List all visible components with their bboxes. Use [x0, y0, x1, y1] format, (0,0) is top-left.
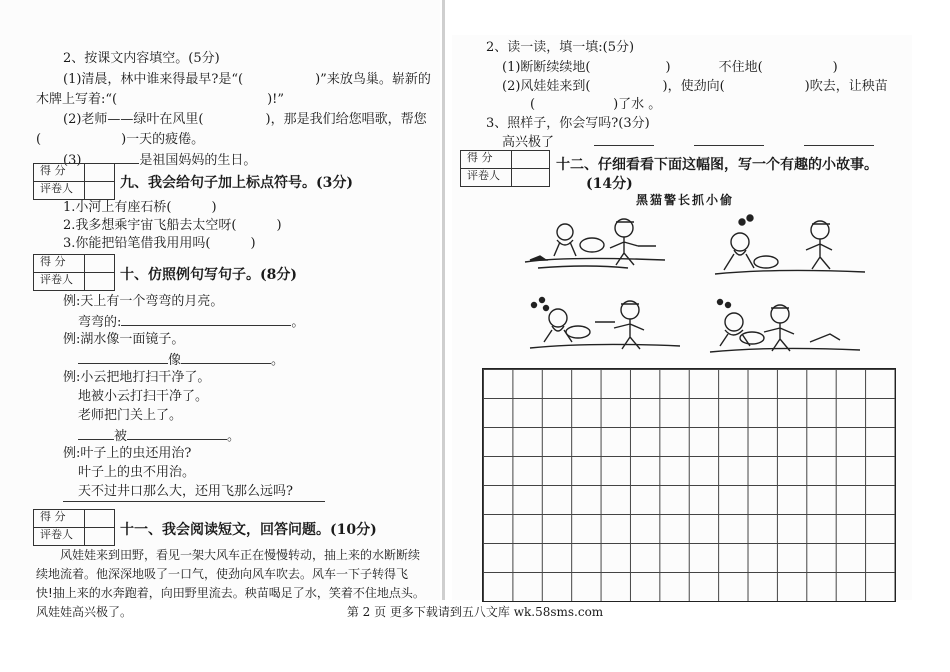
q2-line2: 木牌上写着:“( )!” — [36, 92, 285, 107]
q9-title: 九、我会给句子加上标点符号。(3分) — [120, 175, 353, 191]
q2-line3: (2)老师——绿叶在风里( )，那是我们给您唱歌，帮您 — [63, 112, 427, 127]
score-box-q12: 得 分 评卷人 — [460, 150, 550, 187]
comic-panel-1 — [525, 219, 665, 268]
q10-example2: 例:湖水像一面镜子。 — [63, 332, 185, 347]
r-q2-line2: (2)风娃娃来到( )，使劲向( )吹去，让秧苗 — [502, 79, 888, 94]
q2-line5: (3) 是祖国妈妈的生日。 — [63, 153, 257, 168]
q10-answer1: 弯弯的: 。 — [78, 315, 305, 330]
r-q2-line1: (1)断断续续地( ) 不住地( ) — [502, 60, 838, 75]
q10-example4: 例:叶子上的虫还用治? — [63, 446, 192, 461]
comic-illustration — [520, 210, 900, 360]
page-footer: 第 2 页 更多下载请到五八文库 wk.58sms.com — [346, 605, 604, 619]
r-q2-line3: ( )了水 。 — [530, 97, 662, 112]
q2-title: 2、按课文内容填空。(5分) — [63, 51, 220, 66]
q12-title: 十二、仔细看看下面这幅图，写一个有趣的小故事。 — [556, 157, 878, 173]
q9-sentence2: 2.我多想乘宇宙飞船去太空呀( ) — [63, 218, 282, 233]
comic-panel-3 — [530, 298, 680, 350]
r-q3-title: 3、照样子，你会写吗?(3分) — [486, 116, 650, 131]
q10-example4-prompt: 天不过井口那么大，还用飞那么远吗? — [78, 484, 293, 499]
score-box-q9: 得 分 评卷人 — [33, 163, 115, 200]
comic-panel-2 — [715, 215, 865, 274]
q10-answer4-line — [63, 501, 325, 502]
q10-answer3: 被 。 — [78, 427, 240, 445]
reading-passage: 风娃娃来到田野，看见一架大风车正在慢慢转动，抽上来的水断断续 续地流着。他深深地吸了一口气，使劲向风车吹去。风车一下子转得飞 快!抽上来的水奔跑着，向田野里流去。秧苗喝足了水，笑着不住地点头。 风娃娃高兴极了。 — [36, 548, 425, 619]
q10-example3-prompt: 老师把门关上了。 — [78, 408, 183, 423]
q10-example3-passive: 地被小云打扫干净了。 — [78, 389, 209, 404]
page-divider — [442, 0, 445, 600]
comic-panel-4 — [710, 300, 860, 353]
r-q3-line: 高兴极了 — [502, 133, 874, 151]
r-q2-title: 2、读一读，填一填:(5分) — [486, 40, 635, 55]
q2-line4: ( )一天的疲倦。 — [36, 132, 205, 147]
q10-answer2: 像 。 — [78, 351, 284, 369]
q10-example4-answer: 叶子上的虫不用治。 — [78, 465, 196, 480]
q10-title: 十、仿照例句写句子。(8分) — [120, 267, 297, 283]
q10-example1: 例:天上有一个弯弯的月亮。 — [63, 294, 224, 309]
q9-sentence1: 1.小河上有座石桥( ) — [63, 200, 217, 215]
score-box-q11: 得 分 评卷人 — [33, 509, 115, 546]
score-box-q10: 得 分 评卷人 — [33, 254, 115, 291]
q12-points: (14分) — [586, 176, 633, 192]
writing-grid[interactable] — [482, 368, 896, 602]
comic-title: 黑猫警长抓小偷 — [636, 193, 735, 207]
q9-sentence3: 3.你能把铅笔借我用用吗( ) — [63, 236, 256, 251]
q10-example3: 例:小云把地打扫干净了。 — [63, 370, 211, 385]
q11-title: 十一、我会阅读短文，回答问题。(10分) — [120, 522, 377, 538]
q2-line1: (1)清晨，林中谁来得最早?是“( )”来放鸟巢。崭新的 — [63, 72, 431, 87]
